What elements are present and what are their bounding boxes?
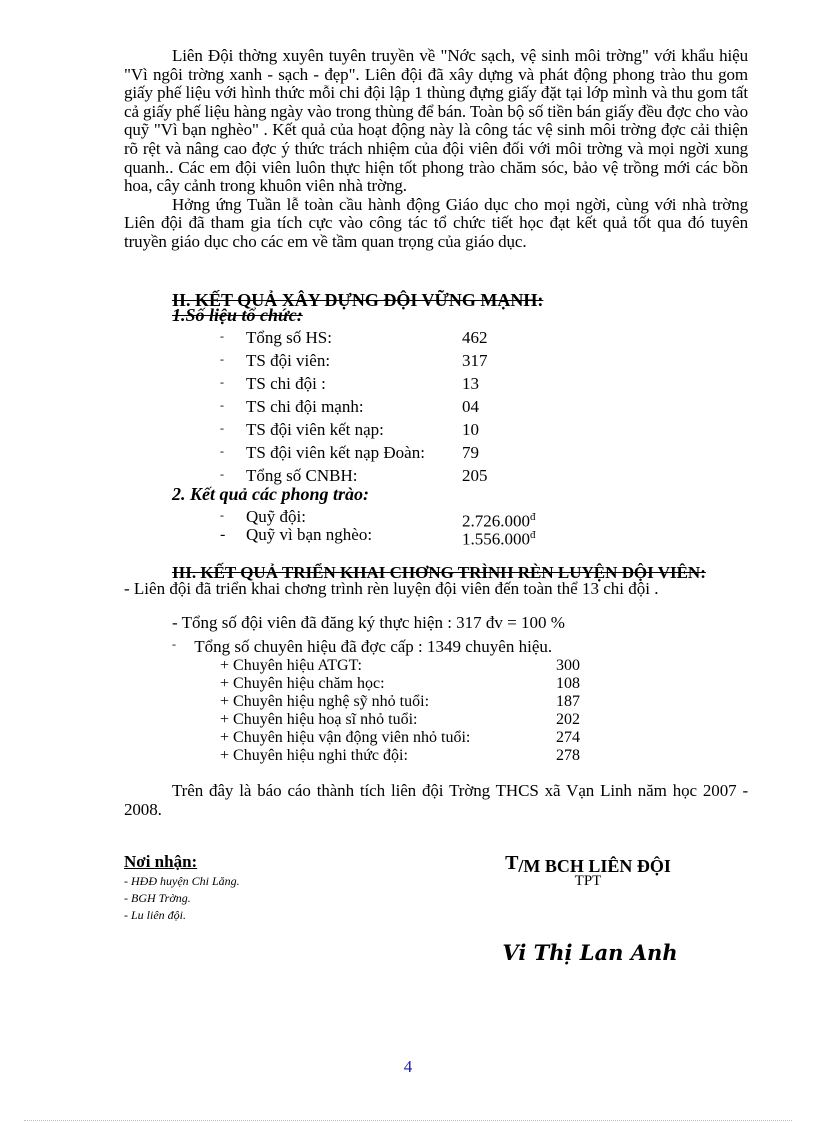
fund-label: Quỹ đội: — [246, 507, 306, 526]
intro-section — [124, 47, 748, 252]
stat-label: Tổng số CNBH: — [246, 466, 358, 485]
closing-paragraph-wrap — [124, 782, 748, 819]
badge-label: + Chuyên hiệu ATGT: — [220, 657, 362, 674]
badge-value: 202 — [556, 711, 580, 728]
recipient-item: - HĐĐ huyện Chi Lăng. — [124, 874, 240, 888]
page-bottom-divider — [24, 1120, 792, 1121]
recipients-list — [124, 873, 240, 924]
movement-results-subheading: 2. Kết quả các phong trào: — [172, 484, 370, 504]
stat-value: 04 — [462, 397, 479, 416]
closing-paragraph: Trên đây là báo cáo thành tích liên đội Trờng THCS xã Vạn Linh năm học 2007 - 2008. — [124, 781, 748, 819]
stat-value: 317 — [462, 351, 488, 370]
badge-value: 187 — [556, 693, 580, 710]
badge-value: 108 — [556, 675, 580, 692]
fund-value: 2.726.000 — [462, 511, 530, 531]
stat-label: TS đội viên kết nạp Đoàn: — [246, 443, 425, 462]
section-3-line-3 — [172, 637, 552, 657]
badge-row — [220, 692, 580, 711]
signature-role: TPT — [574, 873, 602, 889]
recipients-title: Nơi nhận: — [124, 852, 198, 871]
section-3-heading: III. KẾT QUẢ TRIỂN KHAI CHƠNG TRÌNH RÈN LUYỆN ĐỘI VIÊN: — [172, 563, 706, 582]
stat-label: TS đội viên: — [246, 351, 331, 370]
stat-label: TS đội viên kết nạp: — [246, 420, 384, 439]
line-3-text: Tổng số chuyên hiệu đã đợc cấp : 1349 chuyên hiệu. — [194, 637, 553, 656]
signature-prefix: T — [505, 852, 519, 874]
section-2-heading: II. KẾT QUẢ XÂY DỰNG ĐỘI VỮNG MẠNH: — [172, 290, 544, 310]
badge-row — [220, 656, 580, 675]
badge-value: 300 — [556, 657, 580, 674]
signature-name: Vi Thị Lan Anh — [502, 940, 678, 965]
page-number: 4 — [403, 1057, 413, 1076]
badge-label: + Chuyên hiệu vận động viên nhỏ tuổi: — [220, 729, 471, 746]
stat-value: 10 — [462, 420, 479, 439]
section-3-line-2: - Tổng số đội viên đã đăng ký thực hiện : 317 đv = 100 % — [172, 613, 565, 632]
stat-value: 462 — [462, 328, 488, 347]
org-stats-subheading: 1.Số liệu tổ chức: — [172, 305, 303, 325]
paragraph-education-week: Hởng ứng Tuần lễ toàn cầu hành động Giáo dục cho mọi ngời, cùng với nhà trờng Liên đội đã tham gia tích cực vào công tác tổ chức tiết học đạt kết quả tốt qua đó tuyên truyền giáo dục cho các em về tầm quan trọng của giáo dục. — [124, 194, 748, 251]
badge-row — [220, 674, 580, 693]
badge-label: + Chuyên hiệu hoạ sĩ nhỏ tuổi: — [220, 711, 418, 728]
badge-row — [220, 710, 580, 729]
badge-value: 274 — [556, 729, 580, 746]
fund-unit: đ — [530, 529, 536, 541]
badge-label: + Chuyên hiệu nghi thức đội: — [220, 747, 408, 764]
stat-label: TS chi đội mạnh: — [246, 397, 364, 416]
fund-unit: đ — [530, 511, 536, 523]
badge-label: + Chuyên hiệu chăm học: — [220, 675, 385, 692]
fund-label: Quỹ vì bạn nghèo: — [246, 525, 373, 544]
stat-value: 205 — [462, 466, 488, 485]
recipient-item: - BGH Trờng. — [124, 891, 191, 905]
fund-value: 1.556.000 — [462, 529, 530, 549]
badge-label: + Chuyên hiệu nghệ sỹ nhỏ tuổi: — [220, 693, 430, 710]
stat-value: 79 — [462, 443, 479, 462]
badge-row — [220, 746, 580, 765]
paragraph-environment: Liên Đội thờng xuyên tuyên truyền về "Nớc sạch, vệ sinh môi trờng" với khẩu hiệu "Vì ngôi trờng xanh - sạch - đẹp". Liên đội đã xây dựng và phát động phong trào thu gom giấy phế liệu với hình thức mỗi chi đội lập 1 thùng đựng giấy đặt tại lớp mình và thu gom tất cả giấy phế liệu hàng ngày vào trong thùng để bán. Toàn bộ số tiền bán giấy đều đợc cho vào quỹ "Vì bạn nghèo" . Kết quả của hoạt động này là công tác vệ sinh môi trờng đợc cải thiện rõ rệt và nâng cao đợc ý thức trách nhiệm của đội viên đối với môi trờng và mọi ngời xung quanh.. Các em đội viên luôn thực hiện tốt phong trào chăm sóc, bảo vệ trồng mới các bồn hoa, cây cảnh trong khuôn viên nhà trờng. — [124, 46, 748, 196]
stat-label: Tổng số HS: — [246, 328, 332, 347]
stat-label: TS chi đội : — [246, 374, 326, 393]
section-3-line-1: - Liên đội đã triển khai chơng trình rèn luyện đội viên đến toàn thể 13 chi đội . — [124, 579, 659, 598]
signature-org: /M BCH LIÊN ĐỘI — [518, 856, 671, 876]
badge-value: 278 — [556, 747, 580, 764]
stat-value: 13 — [462, 374, 479, 393]
badge-row — [220, 728, 580, 747]
line-3-dash: - — [172, 637, 176, 651]
recipient-item: - Lu liên đội. — [124, 908, 186, 922]
